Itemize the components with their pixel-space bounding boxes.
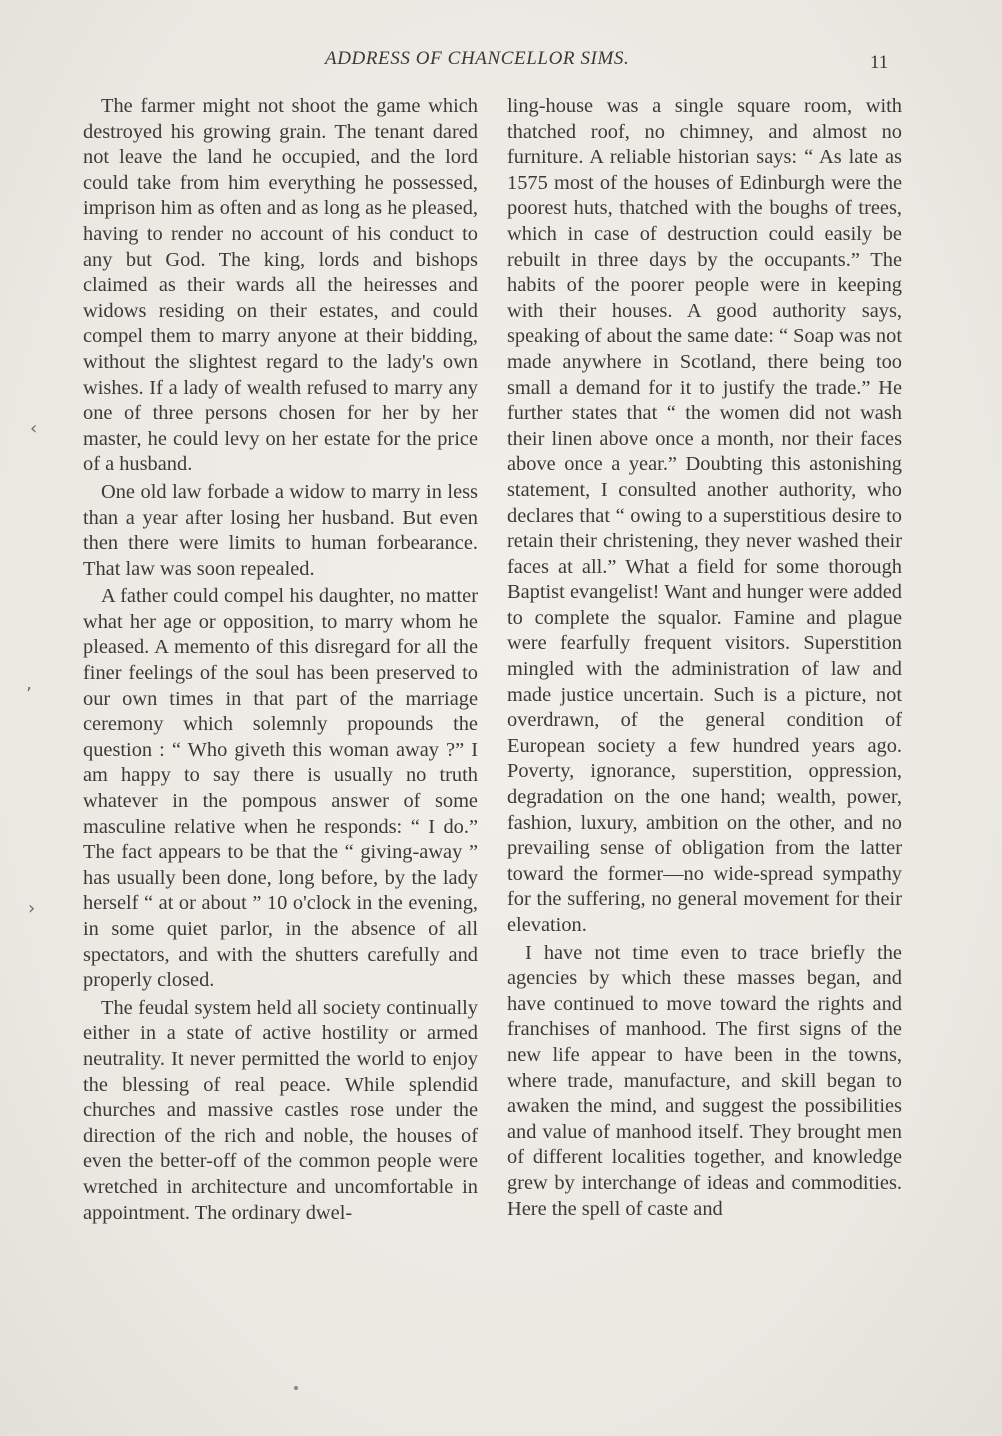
running-title: ADDRESS OF CHANCELLOR SIMS. [325, 48, 630, 69]
paragraph: A father could compel his daughter, no matter what her age or opposition, to marry whom he pleased. A memento of this disregard for all the finer feelings of the soul has been preserved to our own times in that part of the marriage ceremony which solemnly propounds the question : “ Who giveth this woman away ?” I am happy to say there is usually no truth whatever in the pompous answer of some masculine relative when he responds: “ I do.” The fact appears to be that the “ giving-away ” has usually been done, long before, by the lady herself “ at or about ” 10 o'clock in the evening, in some quiet parlor, in the absence of all spectators, and with the shutters carefully and properly closed. [83, 585, 478, 992]
paragraph: I have not time even to trace briefly the agencies by which these masses began, and have continued to move toward the rights and franchises of manhood. The first signs of the new life appear to have been in the towns, where trade, manufacture, and skill began to awaken the mind, and suggest the possibilities and value of manhood itself. They brought men of different localities together, and knowledge grew by interchange of ideas and commodities. Here the spell of caste and [507, 941, 902, 1220]
margin-mark: ’ [26, 684, 32, 705]
right-column [507, 94, 902, 1222]
paragraph: The farmer might not shoot the game which destroyed his growing grain. The tenant dared not leave the land he occupied, and the lord could take from him everything he possessed, imprison him as often and as long as he pleased, having to render no account of his conduct to any but God. The king, lords and bishops claimed as their wards all the heiresses and widows residing on their estates, and could compel them to marry anyone at their bidding, without the slightest regard to the lady's own wishes. If a lady of wealth refused to marry any one of three persons chosen for her by her master, he could levy on her estate for the price of a husband. [83, 95, 478, 476]
paragraph: One old law forbade a widow to marry in less than a year after losing her husband. But even then there were limits to human forbearance. That law was soon repealed. [83, 480, 478, 580]
page-number: 11 [870, 52, 889, 73]
running-head [0, 48, 1002, 78]
margin-mark: ‹ [30, 418, 38, 439]
margin-mark: › [28, 898, 36, 919]
left-column [83, 94, 478, 1226]
paragraph: The feudal system held all society continually either in a state of active hostility or armed neutrality. It never permitted the world to enjoy the blessing of real peace. While splendid churches and massive castles rose under the direction of the rich and noble, the houses of even the better-off of the common people were wretched in architecture and uncomfortable in appointment. The ordinary dwel- [83, 996, 478, 1224]
paragraph: ling-house was a single square room, with thatched roof, no chimney, and almost no furniture. A reliable historian says: “ As late as 1575 most of the houses of Edinburgh were the poorest huts, thatched with the boughs of trees, which in case of destruction could easily be rebuilt in three days by the occupants.” The habits of the poorer people were in keeping with their houses. A good authority says, speaking of about the same date: “ Soap was not made anywhere in Scotland, there being too small a demand for it to justify the trade.” He further states that “ the women did not wash their linen above once a month, nor their faces above once a year.” Doubting this astonishing statement, I consulted another authority, who declares that “ owing to a superstitious desire to retain their christening, they never washed their faces at all.” What a field for some thorough Baptist evangelist! Want and hunger were added to complete the squalor. Famine and plague were fearfully frequent visitors. Superstition mingled with the administration of law and made justice uncertain. Such is a picture, not overdrawn, of the general condition of European society a few hundred years ago. Poverty, ignorance, superstition, oppression, degradation on the one hand; wealth, power, fashion, luxury, ambition on the other, and no prevailing sense of obligation from the latter toward the former—no wide-spread sympathy for the suffering, no general movement for their elevation. [507, 95, 902, 936]
speck [294, 1386, 298, 1390]
